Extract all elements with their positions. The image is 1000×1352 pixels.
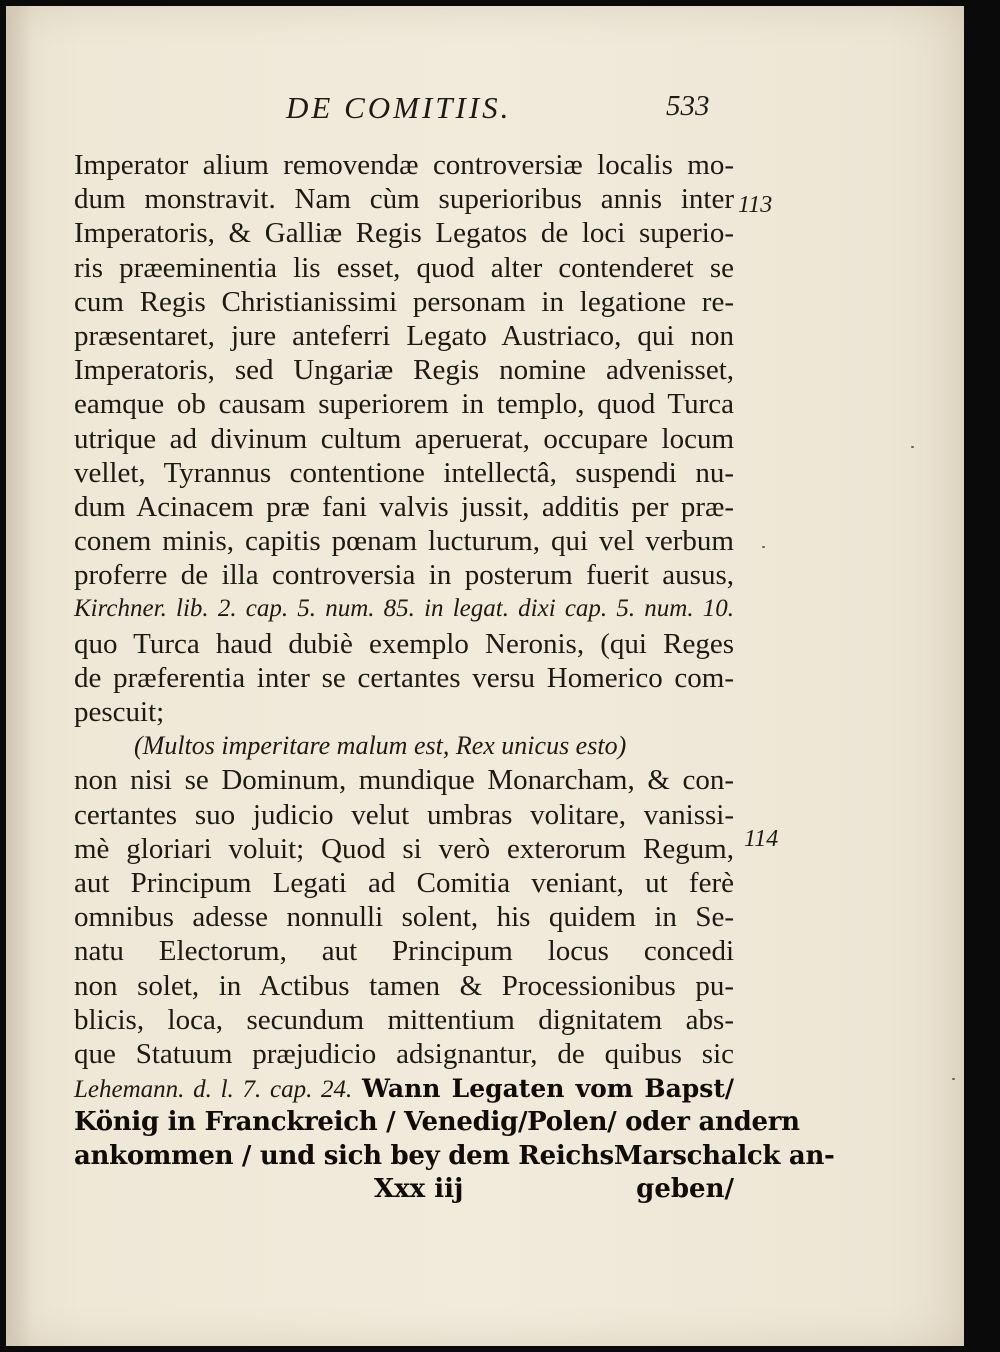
- catchline-row: [74, 1174, 734, 1208]
- text-line: proferre de illa controversia in posterum fuerit ausus,: [74, 559, 734, 592]
- text-line: Imperatoris, & Galliæ Regis Legatos de loci superio-: [74, 217, 734, 250]
- text-line: Imperator alium removendæ controversiæ localis mo-: [74, 149, 734, 181]
- text-line: aut Principum Legati ad Comitia veniant, ut ferè: [74, 866, 734, 899]
- catchword: geben/: [636, 1173, 734, 1204]
- text-line: certantes suo judicio velut umbras volitare, vanissi-: [74, 798, 734, 831]
- fraktur-line: ankommen / und sich bey dem ReichsMarschalck an-: [74, 1141, 835, 1172]
- text-line: cum Regis Christianissimi personam in legatione re-: [74, 285, 734, 318]
- text-line: dum monstravit. Nam cùm superioribus annis inter: [74, 183, 734, 216]
- catchline: [74, 1174, 734, 1208]
- text-line: quo Turca haud dubiè exemplo Neronis, (qui Reges: [74, 627, 734, 660]
- text-line: vellet, Tyrannus contentione intellectâ, suspendi nu-: [74, 456, 734, 489]
- page-gutter: [6, 6, 32, 1346]
- signature-mark: Xxx iij: [374, 1173, 464, 1204]
- text-line: conem minis, capitis pœnam lucturum, qui vel verbum: [74, 525, 734, 558]
- text-line: que Statuum præjudicio adsignantur, de quibus sic: [74, 1037, 734, 1070]
- text-line: non solet, in Actibus tamen & Processionibus pu-: [74, 969, 734, 1002]
- text-line: eamque ob causam superiorem in templo, quod Turca: [74, 388, 734, 421]
- text-line: præsentaret, jure anteferri Legato Austriaco, qui non: [74, 319, 734, 352]
- margin-note-114: 114: [744, 826, 779, 852]
- paper-speck: [911, 446, 914, 448]
- text-line: pescuit;: [74, 696, 165, 728]
- book-page: [6, 6, 964, 1346]
- citation-italic: Lehemann. d. l. 7. cap. 24.: [74, 1076, 353, 1104]
- running-head: DE COMITIIS.: [286, 90, 512, 125]
- citation-line: Kirchner. lib. 2. cap. 5. num. 85. in legat. dixi cap. 5. num. 10.: [74, 595, 734, 623]
- text-line: blicis, loca, secundum mittentium dignitatem abs-: [74, 1003, 734, 1036]
- text-line: non nisi se Dominum, mundique Monarcham, & con-: [74, 764, 734, 797]
- text-line: mè gloriari voluit; Quod si verò exterorum Regum,: [74, 832, 734, 865]
- paper-speck: [952, 1078, 955, 1080]
- fraktur-text: Wann Legaten vom Bapst/: [362, 1074, 734, 1104]
- text-line: omnibus adesse nonnulli solent, his quidem in Se-: [74, 901, 734, 934]
- text-line: ris præeminentia lis esset, quod alter contenderet se: [74, 251, 734, 284]
- margin-note-113: 113: [738, 192, 773, 218]
- text-line: Imperatoris, sed Ungariæ Regis nomine advenisset,: [74, 354, 734, 387]
- text-line: utrique ad divinum cultum aperuerat, occupare locum: [74, 422, 734, 455]
- fraktur-line: König in Franckreich / Venedig/Polen/ oder andern: [74, 1107, 800, 1138]
- paper-speck: [762, 546, 765, 548]
- text-line: dum Acinacem præ fani valvis jussit, additis per præ-: [74, 490, 734, 523]
- verse-line: (Multos imperitare malum est, Rex unicus esto): [134, 731, 627, 761]
- page-number: 533: [666, 90, 710, 122]
- page-header: [6, 90, 964, 130]
- mixed-citation-line: [74, 1071, 734, 1105]
- text-line: natu Electorum, aut Principum locus concedi: [74, 935, 734, 968]
- text-line: de præferentia inter se certantes versu Homerico com-: [74, 661, 734, 694]
